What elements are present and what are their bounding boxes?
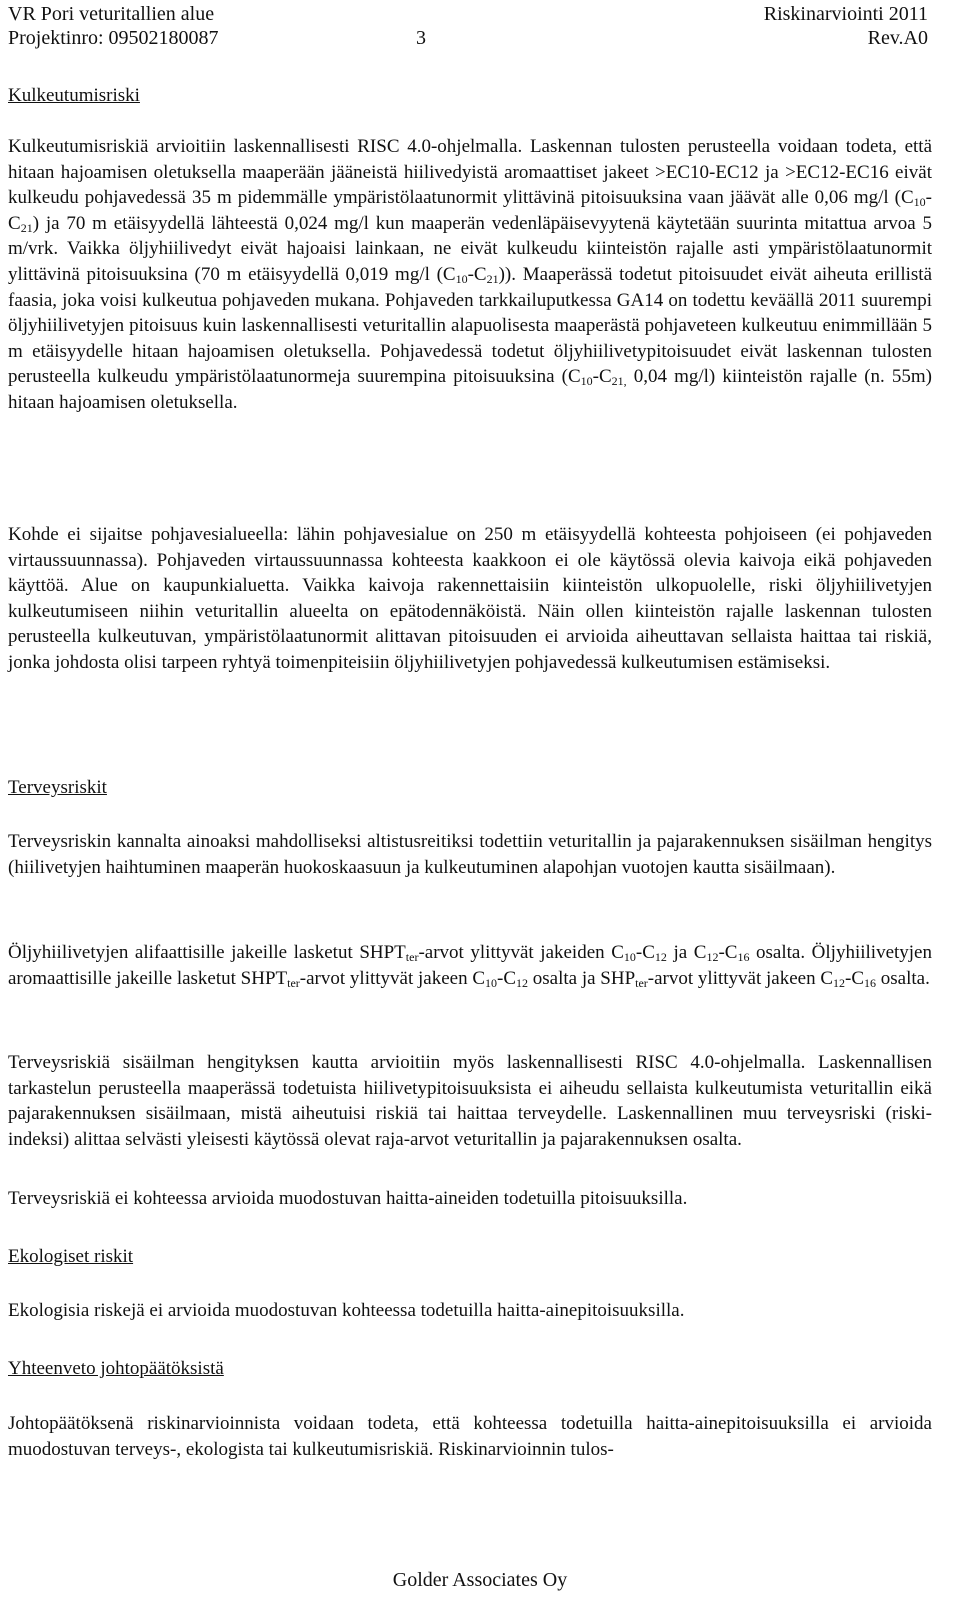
page-number: 3 [416, 27, 426, 49]
footer-company: Golder Associates Oy [392, 1569, 568, 1591]
project-name: VR Pori veturitallien alue [8, 3, 215, 25]
heading-terveysriskit: Terveysriskit [8, 777, 107, 798]
paragraph-kulkeutuminen-2: Kohde ei sijaitse pohjavesialueella: lähin pohjavesialue on 250 m etäisyydellä kohteesta pohjoiseen (ei pohjaveden virtaussuunnassa). Pohjaveden virtaussuunnassa kohteesta kaakkoon ei ole käytössä olevia kaivoja eikä pohjaveden käyttöä. Alue on kaupunkialuetta. Vaikka kaivoja rakennettaisiin kiinteistön ulkopuolelle, riski öljyhiilivetyjen kulkeutumiseen niihin veturitallin alueelta on epätodennäköistä. Näin ollen kiinteistön rajalle laskennan tulosten perusteella kulkeutuvan, ympäristölaatunormit alittavan pitoisuuden ei arvioida aiheuttavan sellaista haittaa tai riskiä, jonka johdosta olisi tarpeen ryhtyä toimenpiteisiin öljyhiilivetyjen pohjavedessä kulkeutumisen estämiseksi. [8, 524, 932, 673]
project-number: Projektinro: 09502180087 [8, 27, 219, 49]
heading-yhteenveto: Yhteenveto johtopäätöksistä [8, 1358, 224, 1379]
paragraph-terveys-3: Terveysriskiä sisäilman hengityksen kautta arvioitiin myös laskennallisesti RISC 4.0-ohjelmalla. Laskennallisen tarkastelun perusteella maaperässä todetuista hiilivetypitoisuuksista ei aiheudu sellaista kulkeutumista veturitallin eikä pajarakennuksen sisäilmaan, mistä aiheutuisi riskiä tai haittaa terveydelle. Laskennallinen muu terveysriski (riski-indeksi) alittaa selvästi yleisesti käytössä olevat raja-arvot veturitallin ja pajarakennuksen osalta. [8, 1052, 932, 1150]
revision: Rev.A0 [867, 27, 928, 49]
paragraph-yhteenveto-1: Johtopäätöksenä riskinarvioinnista voidaan todeta, että kohteessa todetuilla haitta-ainepitoisuuksilla ei arvioida muodostuvan terveys-, ekologista tai kulkeutumisriskiä. Riskinarvioinnin tulos- [8, 1413, 932, 1460]
paragraph-ekologinen-1: Ekologisia riskejä ei arvioida muodostuvan kohteessa todetuilla haitta-ainepitoisuuksilla. [8, 1300, 685, 1321]
paragraph-terveys-2: Öljyhiilivetyjen alifaattisille jakeille lasketut $SHPT_{ter}$-arvot ylittyvät jakeiden $C_{10}-C_{12}$ ja $C_{12}-C_{16}$ osalta. Öljyhiilivetyjen aromaattisille jakeille lasketut $SHPT_{ter}$-arvot ylittyvät jakeen $C_{10}-C_{12}$ osalta ja $SHP_{ter}$-arvot ylittyvät jakeen $C_{12}-C_{16}$ osalta. [8, 942, 932, 990]
heading-ekologiset-riskit: Ekologiset riskit [8, 1246, 134, 1267]
paragraph-terveys-4: Terveysriskiä ei kohteessa arvioida muodostuvan haitta-aineiden todetuilla pitoisuuksilla. [8, 1188, 688, 1209]
heading-kulkeutumisriski: Kulkeutumisriski [8, 85, 140, 106]
paragraph-kulkeutuminen-1: Kulkeutumisriskiä arvioitiin laskennallisesti RISC 4.0-ohjelmalla. Laskennan tulosten perusteella voidaan todeta, että hitaan hajoamisen oletuksella maaperään jääneistä hiilivedyistä aromaattiset jakeet >EC10-EC12 ja >EC12-EC16 eivät kulkeudu pohjavedessä 35 m pidemmälle ympäristölaatunormit ylittävinä pitoisuuksina vaan jäävät alle 0,06 mg/l $(C_{10}-C_{21})$ ja 70 m etäisyydellä lähteestä 0,024 mg/l kun maaperän vedenläpäisevyytenä käytetään suurinta mitattua arvoa 5 m/vrk. Vaikka öljyhiilivedyt eivät hajoaisi lainkaan, ne eivät kulkeudu kiinteistön rajalle asti ympäristölaatunormit ylittävinä pitoisuuksina (70 m etäisyydellä 0,019 mg/l $(C_{10}-C_{21})$). Maaperässä todetut pitoisuudet eivät aiheuta erillistä faasia, joka voisi kulkeutua pohjaveden mukana. Pohjaveden tarkkailuputkessa GA14 on todettu keväällä 2011 suurempi öljyhiilivetyjen pitoisuus kuin laskennallisesti veturitallin alapuolisesta maaperästä pohjaveteen kulkeutuu enimmillään 5 m etäisyydelle hitaan hajoamisen oletuksella. Pohjavedessä todetut öljyhiilivetypitoisuudet eivät laskennan tulosten perusteella kulkeudu ympäristölaatunormeja suurempina pitoisuuksina ($C_{10}-C_{21,}$ 0,04 mg/l) kiinteistön rajalle (n. 55m) hitaan hajoamisen oletuksella. [8, 136, 933, 413]
paragraph-terveys-1: Terveysriskin kannalta ainoaksi mahdolliseksi altistusreitiksi todettiin veturitallin ja pajarakennuksen sisäilman hengitys (hiilivetyjen haihtuminen maaperän huokoskaasuun ja kulkeutuminen alapohjan vuotojen kautta sisäilmaan). [8, 831, 932, 878]
report-title: Riskinarviointi 2011 [763, 3, 928, 25]
